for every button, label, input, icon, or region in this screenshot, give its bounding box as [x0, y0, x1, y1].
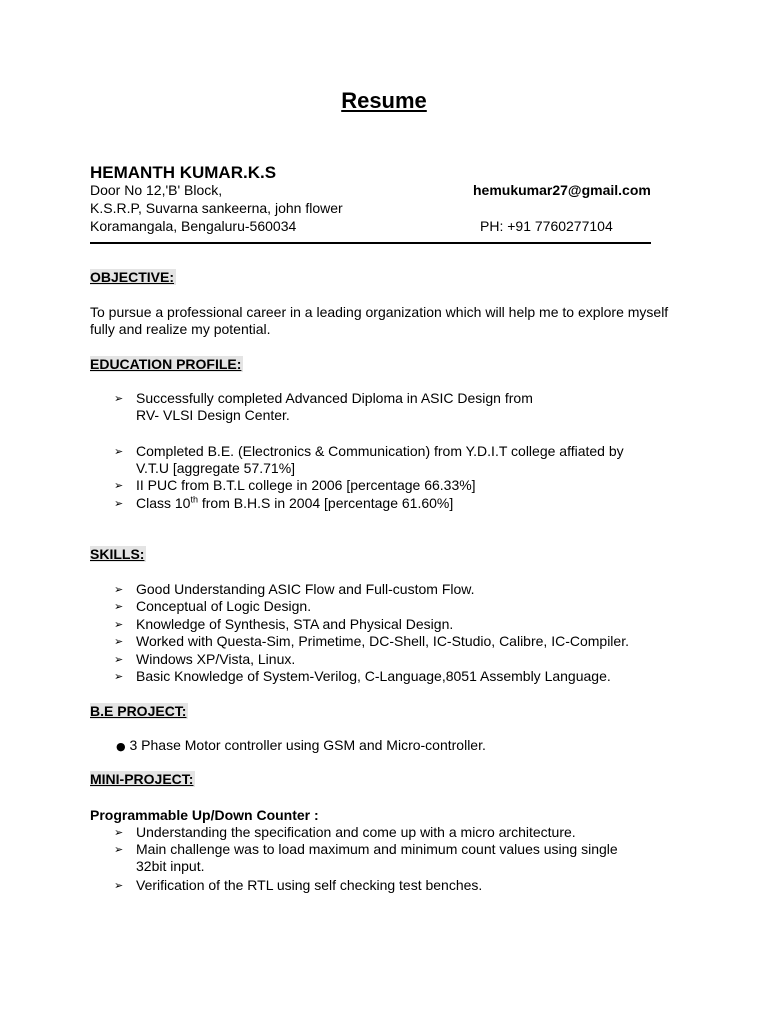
skill-item [114, 633, 674, 650]
skill-item [114, 581, 674, 598]
be-project-item [116, 737, 486, 753]
candidate-name: HEMANTH KUMAR.K.S [90, 163, 277, 182]
education-heading: EDUCATION PROFILE: [90, 356, 242, 372]
arrow-bullet-icon: ➢ [114, 600, 124, 613]
mini-project-item-line1: Main challenge was to load maximum and minimum count values using single [136, 841, 618, 857]
skill-text: Windows XP/Vista, Linux. [136, 651, 296, 667]
mini-project-item-line1: Verification of the RTL using self checking test benches. [136, 877, 483, 893]
education-item [114, 390, 674, 424]
education-item-line1: II PUC from B.T.L college in 2006 [percentage 66.33%] [136, 477, 476, 493]
skill-item [114, 651, 674, 668]
header-divider [90, 242, 651, 244]
education-item [114, 477, 674, 494]
objective-text: To pursue a professional career in a leading organization which will help me to explore myself fully and realize my potential. [90, 304, 669, 337]
education-item-class10: Class 10th from B.H.S in 2004 [percentage 61.60%] [136, 494, 454, 511]
be-project-text: 3 Phase Motor controller using GSM and Micro-controller. [129, 737, 486, 753]
mini-project-item [114, 824, 674, 841]
education-item [114, 443, 674, 477]
objective-heading: OBJECTIVE: [90, 269, 175, 285]
page-title: Resume [341, 88, 427, 113]
education-item-line1: Successfully completed Advanced Diploma in ASIC Design from [136, 390, 533, 406]
phone-number: PH: +91 7760277104 [480, 218, 613, 234]
skill-text: Worked with Questa-Sim, Primetime, DC-Shell, IC-Studio, Calibre, IC-Compiler. [136, 633, 629, 649]
education-item-line2: RV- VLSI Design Center. [136, 407, 290, 423]
skill-item [114, 598, 674, 615]
email-address: hemukumar27@gmail.com [473, 182, 651, 198]
mini-project-subtitle: Programmable Up/Down Counter : [90, 807, 319, 823]
be-project-heading: B.E PROJECT: [90, 703, 187, 719]
skill-item [114, 616, 674, 633]
arrow-bullet-icon: ➢ [114, 843, 124, 856]
education-item-line2: V.T.U [aggregate 57.71%] [136, 460, 296, 476]
skill-text: Good Understanding ASIC Flow and Full-custom Flow. [136, 581, 475, 597]
arrow-bullet-icon: ➢ [114, 826, 124, 839]
dot-bullet-icon: ● [116, 740, 126, 753]
mini-project-item-line1: Understanding the specification and come up with a micro architecture. [136, 824, 576, 840]
skill-text: Knowledge of Synthesis, STA and Physical Design. [136, 616, 454, 632]
mini-project-item-line2: 32bit input. [136, 858, 205, 874]
arrow-bullet-icon: ➢ [114, 635, 124, 648]
skill-text: Basic Knowledge of System-Verilog, C-Language,8051 Assembly Language. [136, 668, 611, 684]
arrow-bullet-icon: ➢ [114, 583, 124, 596]
address-line-1: Door No 12,'B' Block, [90, 182, 223, 198]
arrow-bullet-icon: ➢ [114, 497, 124, 510]
arrow-bullet-icon: ➢ [114, 445, 124, 458]
mini-project-item [114, 841, 674, 875]
arrow-bullet-icon: ➢ [114, 879, 124, 892]
address-line-2: K.S.R.P, Suvarna sankeerna, john flower [90, 200, 343, 216]
arrow-bullet-icon: ➢ [114, 670, 124, 683]
address-line-3: Koramangala, Bengaluru-560034 [90, 218, 297, 234]
mini-project-heading: MINI-PROJECT: [90, 771, 194, 787]
mini-project-item [114, 877, 674, 894]
arrow-bullet-icon: ➢ [114, 479, 124, 492]
skill-text: Conceptual of Logic Design. [136, 598, 312, 614]
skills-heading: SKILLS: [90, 546, 145, 562]
education-item-line1: Completed B.E. (Electronics & Communication) from Y.D.I.T college affiated by [136, 443, 624, 459]
education-item [114, 495, 674, 512]
skill-item [114, 668, 674, 685]
arrow-bullet-icon: ➢ [114, 653, 124, 666]
arrow-bullet-icon: ➢ [114, 618, 124, 631]
arrow-bullet-icon: ➢ [114, 392, 124, 405]
